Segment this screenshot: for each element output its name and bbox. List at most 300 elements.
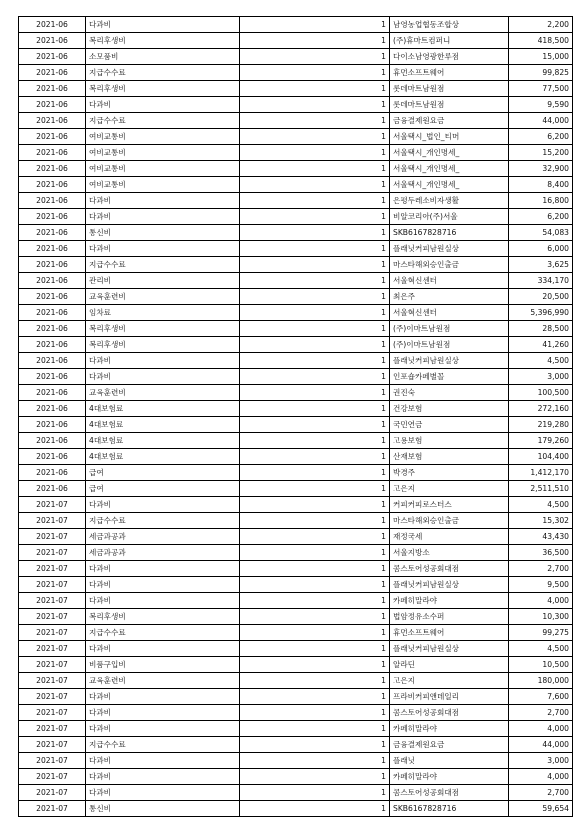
table-row xyxy=(19,737,573,753)
category-cell: 통신비 xyxy=(86,801,240,817)
amount-cell: 6,000 xyxy=(509,241,573,257)
category-cell: 여비교통비 xyxy=(86,145,240,161)
vendor-cell: 롯데마트남원점 xyxy=(390,81,509,97)
count-cell: 1 xyxy=(240,193,390,209)
vendor-cell: 서울혁신센터 xyxy=(390,273,509,289)
amount-cell: 4,500 xyxy=(509,641,573,657)
date-cell: 2021-06 xyxy=(19,97,86,113)
amount-cell: 16,800 xyxy=(509,193,573,209)
category-cell: 세금과공과 xyxy=(86,529,240,545)
count-cell: 1 xyxy=(240,385,390,401)
table-row xyxy=(19,769,573,785)
category-cell: 복리후생비 xyxy=(86,337,240,353)
category-cell: 다과비 xyxy=(86,97,240,113)
category-cell: 세금과공과 xyxy=(86,545,240,561)
category-cell: 여비교통비 xyxy=(86,161,240,177)
vendor-cell: 은평두레소비자생활 xyxy=(390,193,509,209)
category-cell: 지급수수료 xyxy=(86,113,240,129)
category-cell: 다과비 xyxy=(86,641,240,657)
table-row xyxy=(19,785,573,801)
category-cell: 다과비 xyxy=(86,369,240,385)
vendor-cell: 최은주 xyxy=(390,289,509,305)
table-row xyxy=(19,289,573,305)
date-cell: 2021-07 xyxy=(19,561,86,577)
amount-cell: 10,300 xyxy=(509,609,573,625)
amount-cell: 180,000 xyxy=(509,673,573,689)
amount-cell: 334,170 xyxy=(509,273,573,289)
category-cell: 다과비 xyxy=(86,497,240,513)
amount-cell: 4,500 xyxy=(509,353,573,369)
count-cell: 1 xyxy=(240,801,390,817)
amount-cell: 15,302 xyxy=(509,513,573,529)
amount-cell: 100,500 xyxy=(509,385,573,401)
amount-cell: 44,000 xyxy=(509,737,573,753)
vendor-cell: 금융결제원요금 xyxy=(390,737,509,753)
vendor-cell: 다이소남영광한루점 xyxy=(390,49,509,65)
table-row xyxy=(19,273,573,289)
count-cell: 1 xyxy=(240,705,390,721)
category-cell: 소모품비 xyxy=(86,49,240,65)
date-cell: 2021-06 xyxy=(19,289,86,305)
date-cell: 2021-07 xyxy=(19,625,86,641)
vendor-cell: 카페히말라야 xyxy=(390,593,509,609)
count-cell: 1 xyxy=(240,225,390,241)
table-row xyxy=(19,369,573,385)
date-cell: 2021-07 xyxy=(19,785,86,801)
category-cell: 다과비 xyxy=(86,705,240,721)
amount-cell: 2,200 xyxy=(509,17,573,33)
category-cell: 지급수수료 xyxy=(86,513,240,529)
date-cell: 2021-06 xyxy=(19,305,86,321)
date-cell: 2021-06 xyxy=(19,193,86,209)
date-cell: 2021-06 xyxy=(19,433,86,449)
table-row xyxy=(19,561,573,577)
amount-cell: 1,412,170 xyxy=(509,465,573,481)
amount-cell: 15,000 xyxy=(509,49,573,65)
vendor-cell: SKB6167828716 xyxy=(390,801,509,817)
category-cell: 다과비 xyxy=(86,577,240,593)
vendor-cell: 마스타해외승인출금 xyxy=(390,513,509,529)
count-cell: 1 xyxy=(240,641,390,657)
table-row xyxy=(19,641,573,657)
date-cell: 2021-06 xyxy=(19,369,86,385)
table-row xyxy=(19,801,573,817)
table-row xyxy=(19,17,573,33)
date-cell: 2021-06 xyxy=(19,417,86,433)
date-cell: 2021-06 xyxy=(19,321,86,337)
category-cell: 다과비 xyxy=(86,593,240,609)
date-cell: 2021-06 xyxy=(19,449,86,465)
table-row xyxy=(19,705,573,721)
date-cell: 2021-07 xyxy=(19,577,86,593)
date-cell: 2021-06 xyxy=(19,225,86,241)
amount-cell: 59,654 xyxy=(509,801,573,817)
count-cell: 1 xyxy=(240,305,390,321)
category-cell: 관리비 xyxy=(86,273,240,289)
count-cell: 1 xyxy=(240,273,390,289)
table-row xyxy=(19,225,573,241)
table-row xyxy=(19,113,573,129)
count-cell: 1 xyxy=(240,593,390,609)
vendor-cell: 서울택시_개인명세_ xyxy=(390,145,509,161)
table-row xyxy=(19,353,573,369)
table-row xyxy=(19,161,573,177)
amount-cell: 4,500 xyxy=(509,497,573,513)
table-row xyxy=(19,609,573,625)
count-cell: 1 xyxy=(240,209,390,225)
count-cell: 1 xyxy=(240,737,390,753)
category-cell: 다과비 xyxy=(86,689,240,705)
vendor-cell: 서울택시_개인명세_ xyxy=(390,177,509,193)
category-cell: 4대보험료 xyxy=(86,449,240,465)
count-cell: 1 xyxy=(240,449,390,465)
table-row xyxy=(19,65,573,81)
date-cell: 2021-07 xyxy=(19,689,86,705)
date-cell: 2021-06 xyxy=(19,17,86,33)
vendor-cell: 고은지 xyxy=(390,481,509,497)
date-cell: 2021-06 xyxy=(19,113,86,129)
vendor-cell: 휴먼소프트웨어 xyxy=(390,65,509,81)
count-cell: 1 xyxy=(240,49,390,65)
count-cell: 1 xyxy=(240,625,390,641)
table-row xyxy=(19,305,573,321)
table-row xyxy=(19,193,573,209)
count-cell: 1 xyxy=(240,465,390,481)
date-cell: 2021-06 xyxy=(19,49,86,65)
category-cell: 급여 xyxy=(86,465,240,481)
category-cell: 교육훈련비 xyxy=(86,385,240,401)
category-cell: 다과비 xyxy=(86,209,240,225)
table-row xyxy=(19,721,573,737)
category-cell: 다과비 xyxy=(86,721,240,737)
vendor-cell: 건강보험 xyxy=(390,401,509,417)
category-cell: 다과비 xyxy=(86,785,240,801)
table-row xyxy=(19,689,573,705)
date-cell: 2021-06 xyxy=(19,273,86,289)
amount-cell: 8,400 xyxy=(509,177,573,193)
vendor-cell: 카페히말라야 xyxy=(390,769,509,785)
date-cell: 2021-06 xyxy=(19,161,86,177)
table-row xyxy=(19,129,573,145)
table-row xyxy=(19,209,573,225)
date-cell: 2021-07 xyxy=(19,529,86,545)
category-cell: 다과비 xyxy=(86,17,240,33)
vendor-cell: 롯데마트남원점 xyxy=(390,97,509,113)
count-cell: 1 xyxy=(240,609,390,625)
count-cell: 1 xyxy=(240,785,390,801)
count-cell: 1 xyxy=(240,433,390,449)
count-cell: 1 xyxy=(240,401,390,417)
amount-cell: 4,000 xyxy=(509,593,573,609)
vendor-cell: 플래닛커피남원실상 xyxy=(390,641,509,657)
count-cell: 1 xyxy=(240,97,390,113)
count-cell: 1 xyxy=(240,337,390,353)
date-cell: 2021-06 xyxy=(19,241,86,257)
table-row xyxy=(19,433,573,449)
category-cell: 복리후생비 xyxy=(86,81,240,97)
count-cell: 1 xyxy=(240,577,390,593)
date-cell: 2021-07 xyxy=(19,721,86,737)
table-row xyxy=(19,241,573,257)
vendor-cell: (주)이마트남원점 xyxy=(390,321,509,337)
category-cell: 통신비 xyxy=(86,225,240,241)
vendor-cell: 금융결제원요금 xyxy=(390,113,509,129)
category-cell: 4대보험료 xyxy=(86,433,240,449)
table-row xyxy=(19,177,573,193)
amount-cell: 99,275 xyxy=(509,625,573,641)
vendor-cell: 서울택시_법인_티머 xyxy=(390,129,509,145)
vendor-cell: 남영농업협동조합상 xyxy=(390,17,509,33)
count-cell: 1 xyxy=(240,513,390,529)
vendor-cell: 서울택시_개인명세_ xyxy=(390,161,509,177)
vendor-cell: 서울혁신센터 xyxy=(390,305,509,321)
amount-cell: 43,430 xyxy=(509,529,573,545)
amount-cell: 36,500 xyxy=(509,545,573,561)
table-row xyxy=(19,257,573,273)
count-cell: 1 xyxy=(240,721,390,737)
amount-cell: 3,000 xyxy=(509,369,573,385)
vendor-cell: 플래닛 xyxy=(390,753,509,769)
amount-cell: 7,600 xyxy=(509,689,573,705)
category-cell: 다과비 xyxy=(86,353,240,369)
table-row xyxy=(19,33,573,49)
count-cell: 1 xyxy=(240,753,390,769)
date-cell: 2021-07 xyxy=(19,801,86,817)
vendor-cell: 재정국세 xyxy=(390,529,509,545)
count-cell: 1 xyxy=(240,17,390,33)
count-cell: 1 xyxy=(240,769,390,785)
date-cell: 2021-06 xyxy=(19,209,86,225)
table-row xyxy=(19,673,573,689)
amount-cell: 41,260 xyxy=(509,337,573,353)
category-cell: 지급수수료 xyxy=(86,737,240,753)
count-cell: 1 xyxy=(240,33,390,49)
vendor-cell: 마스타해외승인출금 xyxy=(390,257,509,273)
amount-cell: 9,590 xyxy=(509,97,573,113)
date-cell: 2021-07 xyxy=(19,497,86,513)
table-row xyxy=(19,625,573,641)
category-cell: 복리후생비 xyxy=(86,33,240,49)
category-cell: 4대보험료 xyxy=(86,417,240,433)
category-cell: 교육훈련비 xyxy=(86,673,240,689)
table-row xyxy=(19,401,573,417)
amount-cell: 2,700 xyxy=(509,785,573,801)
vendor-cell: 콤스토어성공회대점 xyxy=(390,561,509,577)
date-cell: 2021-06 xyxy=(19,145,86,161)
expense-ledger-table xyxy=(18,16,573,817)
category-cell: 지급수수료 xyxy=(86,257,240,273)
vendor-cell: 권진숙 xyxy=(390,385,509,401)
category-cell: 여비교통비 xyxy=(86,177,240,193)
date-cell: 2021-06 xyxy=(19,337,86,353)
amount-cell: 77,500 xyxy=(509,81,573,97)
vendor-cell: 국민연금 xyxy=(390,417,509,433)
category-cell: 다과비 xyxy=(86,561,240,577)
amount-cell: 54,083 xyxy=(509,225,573,241)
date-cell: 2021-06 xyxy=(19,65,86,81)
vendor-cell: 서울지방소 xyxy=(390,545,509,561)
table-row xyxy=(19,97,573,113)
amount-cell: 10,500 xyxy=(509,657,573,673)
vendor-cell: 카페히말라야 xyxy=(390,721,509,737)
table-row xyxy=(19,321,573,337)
vendor-cell: 커피커피로스터스 xyxy=(390,497,509,513)
vendor-cell: 인포숍카페별꼴 xyxy=(390,369,509,385)
date-cell: 2021-07 xyxy=(19,593,86,609)
category-cell: 비품구입비 xyxy=(86,657,240,673)
count-cell: 1 xyxy=(240,113,390,129)
table-row xyxy=(19,529,573,545)
count-cell: 1 xyxy=(240,177,390,193)
date-cell: 2021-06 xyxy=(19,177,86,193)
table-row xyxy=(19,513,573,529)
date-cell: 2021-07 xyxy=(19,609,86,625)
count-cell: 1 xyxy=(240,545,390,561)
table-row xyxy=(19,417,573,433)
category-cell: 여비교통비 xyxy=(86,129,240,145)
category-cell: 복리후생비 xyxy=(86,321,240,337)
date-cell: 2021-07 xyxy=(19,769,86,785)
count-cell: 1 xyxy=(240,81,390,97)
category-cell: 다과비 xyxy=(86,753,240,769)
category-cell: 다과비 xyxy=(86,193,240,209)
vendor-cell: 박경주 xyxy=(390,465,509,481)
count-cell: 1 xyxy=(240,145,390,161)
amount-cell: 3,000 xyxy=(509,753,573,769)
date-cell: 2021-07 xyxy=(19,705,86,721)
date-cell: 2021-06 xyxy=(19,81,86,97)
count-cell: 1 xyxy=(240,529,390,545)
table-row xyxy=(19,465,573,481)
category-cell: 다과비 xyxy=(86,241,240,257)
amount-cell: 2,700 xyxy=(509,705,573,721)
vendor-cell: 콤스토어성공회대점 xyxy=(390,705,509,721)
count-cell: 1 xyxy=(240,161,390,177)
amount-cell: 5,396,990 xyxy=(509,305,573,321)
count-cell: 1 xyxy=(240,65,390,81)
count-cell: 1 xyxy=(240,241,390,257)
date-cell: 2021-06 xyxy=(19,385,86,401)
amount-cell: 2,700 xyxy=(509,561,573,577)
amount-cell: 99,825 xyxy=(509,65,573,81)
table-row xyxy=(19,337,573,353)
date-cell: 2021-07 xyxy=(19,545,86,561)
date-cell: 2021-07 xyxy=(19,657,86,673)
amount-cell: 9,500 xyxy=(509,577,573,593)
amount-cell: 6,200 xyxy=(509,129,573,145)
category-cell: 지급수수료 xyxy=(86,65,240,81)
amount-cell: 32,900 xyxy=(509,161,573,177)
amount-cell: 4,000 xyxy=(509,769,573,785)
vendor-cell: 비알코리아(주)서울 xyxy=(390,209,509,225)
table-row xyxy=(19,497,573,513)
table-row xyxy=(19,577,573,593)
table-row xyxy=(19,753,573,769)
vendor-cell: (주)휴마트컴퍼니 xyxy=(390,33,509,49)
date-cell: 2021-07 xyxy=(19,513,86,529)
count-cell: 1 xyxy=(240,129,390,145)
amount-cell: 272,160 xyxy=(509,401,573,417)
count-cell: 1 xyxy=(240,369,390,385)
category-cell: 교육훈련비 xyxy=(86,289,240,305)
amount-cell: 219,280 xyxy=(509,417,573,433)
date-cell: 2021-06 xyxy=(19,353,86,369)
category-cell: 급여 xyxy=(86,481,240,497)
category-cell: 다과비 xyxy=(86,769,240,785)
amount-cell: 28,500 xyxy=(509,321,573,337)
amount-cell: 2,511,510 xyxy=(509,481,573,497)
ledger-sheet xyxy=(18,16,572,817)
vendor-cell: 프라비커피앤데일리 xyxy=(390,689,509,705)
category-cell: 복리후생비 xyxy=(86,609,240,625)
count-cell: 1 xyxy=(240,321,390,337)
count-cell: 1 xyxy=(240,481,390,497)
vendor-cell: 휴먼소프트웨어 xyxy=(390,625,509,641)
table-row xyxy=(19,449,573,465)
category-cell: 임차료 xyxy=(86,305,240,321)
amount-cell: 4,000 xyxy=(509,721,573,737)
date-cell: 2021-06 xyxy=(19,257,86,273)
vendor-cell: (주)이마트남원점 xyxy=(390,337,509,353)
vendor-cell: 플래닛커피남원실상 xyxy=(390,577,509,593)
date-cell: 2021-07 xyxy=(19,641,86,657)
date-cell: 2021-07 xyxy=(19,753,86,769)
amount-cell: 418,500 xyxy=(509,33,573,49)
count-cell: 1 xyxy=(240,689,390,705)
amount-cell: 15,200 xyxy=(509,145,573,161)
category-cell: 지급수수료 xyxy=(86,625,240,641)
table-row xyxy=(19,481,573,497)
amount-cell: 44,000 xyxy=(509,113,573,129)
count-cell: 1 xyxy=(240,657,390,673)
count-cell: 1 xyxy=(240,417,390,433)
count-cell: 1 xyxy=(240,289,390,305)
amount-cell: 6,200 xyxy=(509,209,573,225)
table-row xyxy=(19,49,573,65)
date-cell: 2021-07 xyxy=(19,737,86,753)
vendor-cell: 플래닛커피남원실상 xyxy=(390,241,509,257)
date-cell: 2021-07 xyxy=(19,673,86,689)
amount-cell: 104,400 xyxy=(509,449,573,465)
ledger-body xyxy=(19,17,573,817)
vendor-cell: SKB6167828716 xyxy=(390,225,509,241)
vendor-cell: 플래닛커피남원실상 xyxy=(390,353,509,369)
amount-cell: 20,500 xyxy=(509,289,573,305)
count-cell: 1 xyxy=(240,257,390,273)
amount-cell: 3,625 xyxy=(509,257,573,273)
count-cell: 1 xyxy=(240,673,390,689)
vendor-cell: 산재보험 xyxy=(390,449,509,465)
date-cell: 2021-06 xyxy=(19,401,86,417)
vendor-cell: 알라딘 xyxy=(390,657,509,673)
table-row xyxy=(19,545,573,561)
table-row xyxy=(19,81,573,97)
table-row xyxy=(19,593,573,609)
table-row xyxy=(19,657,573,673)
date-cell: 2021-06 xyxy=(19,465,86,481)
date-cell: 2021-06 xyxy=(19,33,86,49)
count-cell: 1 xyxy=(240,497,390,513)
amount-cell: 179,260 xyxy=(509,433,573,449)
date-cell: 2021-06 xyxy=(19,481,86,497)
table-row xyxy=(19,385,573,401)
vendor-cell: 고은지 xyxy=(390,673,509,689)
table-row xyxy=(19,145,573,161)
count-cell: 1 xyxy=(240,353,390,369)
vendor-cell: 고용보험 xyxy=(390,433,509,449)
vendor-cell: 법암정유소수퍼 xyxy=(390,609,509,625)
count-cell: 1 xyxy=(240,561,390,577)
